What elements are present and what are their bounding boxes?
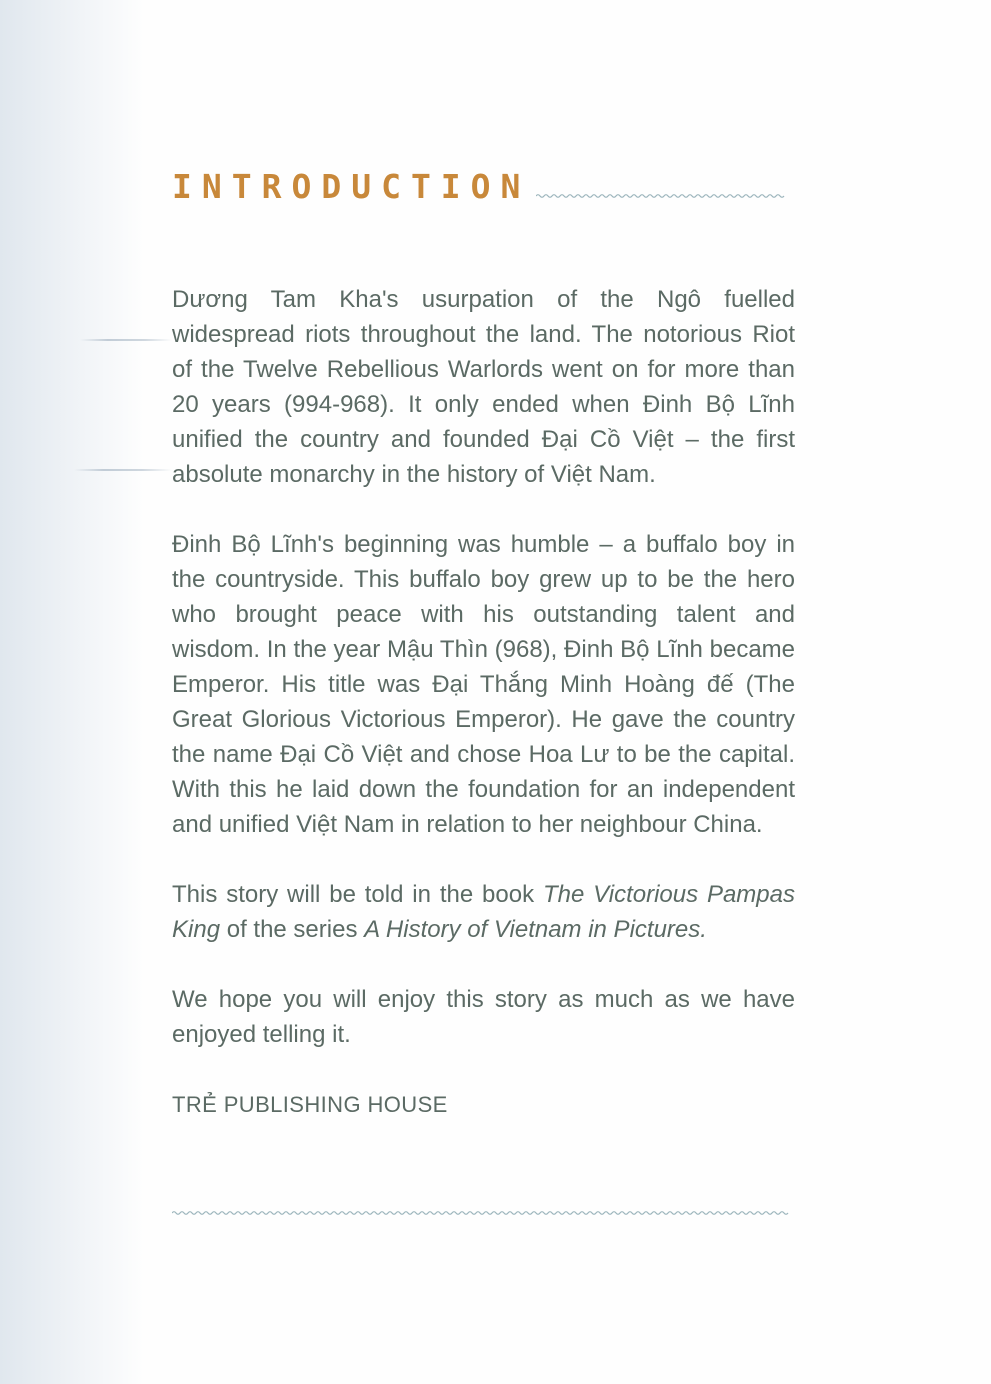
book-title-italic: The Victorious Pampas King <box>172 881 795 943</box>
wave-path <box>536 195 784 198</box>
page-edge-shadow <box>0 0 170 1384</box>
paragraph <box>172 877 795 947</box>
paragraph <box>172 527 795 842</box>
text-segment: Dương Tam Kha's usurpation of the Ngô fuelled widespread riots throughout the land. The notorious Riot of the Twelve Rebellious Warlords went on for more than 20 years (994-968). It only ended when Đinh Bộ Lĩnh unified the country and founded Đại Cồ Việt – the first absolute monarchy in the history of Việt Nam. <box>172 286 795 488</box>
text-segment: Đinh Bộ Lĩnh's beginning was humble – a buffalo boy in the countryside. This buffalo boy grew up to be the hero who brought peace with his outstanding talent and wisdom. In the year Mậu Thìn (968), Đinh Bộ Lĩnh became Emperor. His title was Đại Thắng Minh Hoàng đế (The Great Glorious Victorious Emperor). He gave the country the name Đại Cồ Việt and chose Hoa Lư to be the capital. With this he laid down the foundation for an independent and unified Việt Nam in relation to her neighbour China. <box>172 531 795 838</box>
series-title-italic: A History of Vietnam in Pictures. <box>364 916 707 943</box>
text-segment: This story will be told in the book <box>172 881 543 908</box>
publisher-signature: TRẺ PUBLISHING HOUSE <box>172 1092 448 1117</box>
text-segment: of the series <box>220 916 365 943</box>
section-header <box>172 167 795 206</box>
paragraph <box>172 982 795 1052</box>
title-wave-decoration <box>536 192 788 200</box>
page-title: INTRODUCTION <box>172 167 531 206</box>
scan-artifact-line <box>80 339 172 341</box>
wave-path <box>172 1212 788 1215</box>
scan-artifact-line <box>74 469 172 471</box>
body-text-block <box>172 282 795 1122</box>
paragraph <box>172 282 795 492</box>
footer-wave-decoration <box>172 1209 792 1217</box>
text-segment: We hope you will enjoy this story as much as we have enjoyed telling it. <box>172 986 795 1048</box>
